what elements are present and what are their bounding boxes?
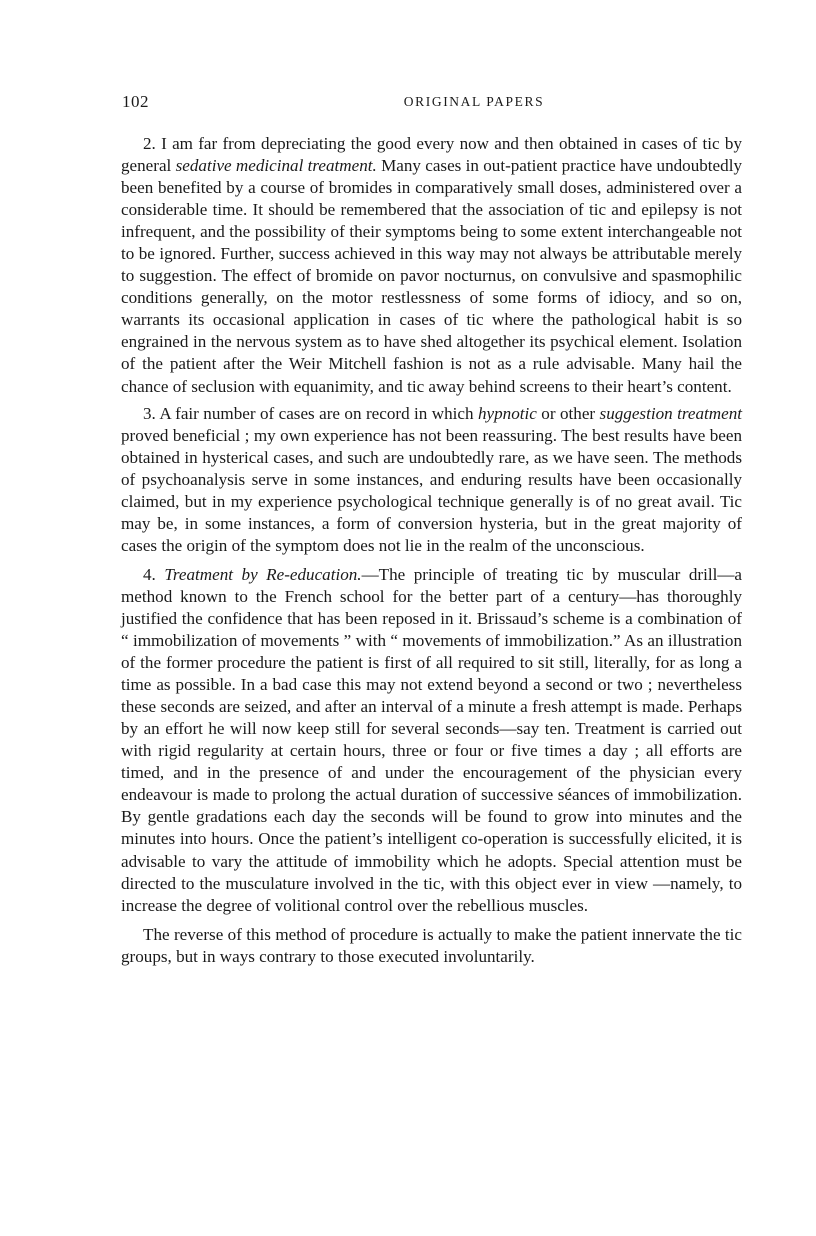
paragraph-reverse-method — [121, 924, 742, 968]
emphasis-hypnotic: hypnotic — [478, 403, 537, 423]
text-run: —The principle of treating tic by muscular drill—a method known to the French school for the better part of a century—has thoroughly justified the confidence that has been reposed in it. Brissaud’s scheme is a combination of “ immobilization of movements ” with “ movements of immobilization.” As an illustration of the former procedure the patient is first of all required to sit still, literally, for as long a time as possible. In a bad case this may not extend beyond a second or two ; nevertheless these seconds are seized, and after an interval of a minute a fresh attempt is made. Perhaps by an effort he will now keep still for several seconds—say ten. Treatment is carried out with rigid regularity at certain hours, three or four or five times a day ; all efforts are timed, and in the presence of and under the encouragement of the physician every endeavour is made to prolong the actual duration of successive séances of immobilization. By gentle gradations each day the seconds will be found to grow into minutes and the minutes into hours. Once the patient’s intelligent co-operation is successfully elicited, it is advisable to vary the attitude of immobility which he adopts. Special attention must be directed to the musculature involved in the tic, with this object ever in view —namely, to increase the degree of volitional control over the rebellious muscles. — [121, 564, 742, 915]
emphasis-suggestion-treatment: suggestion treatment — [599, 403, 742, 423]
text-run: 4. — [143, 564, 165, 584]
text-run: proved beneficial ; my own experience has not been reassuring. The best results have been obtained in hysterical cases, and such are undoubtedly rare, as we have seen. The methods of psychoanalysis serve in some instances, and enduring results have been occasionally claimed, but in my experience psychological technique generally is of no great avail. Tic may be, in some instances, a form of conversion hysteria, but in the great majority of cases the origin of the symptom does not lie in the realm of the unconscious. — [121, 425, 742, 555]
paragraph-suggestion-treatment — [121, 403, 742, 557]
text-run: Many cases in out-patient practice have undoubtedly been benefited by a course of bromides in comparatively small doses, administered over a considerable time. It should be remembered that the association of tic and epilepsy is not infrequent, and the possibility of their symptoms being to some extent interchangeable not to be ignored. Further, success achieved in this way may not always be attributable merely to suggestion. The effect of bromide on pavor nocturnus, on convulsive and spasmophilic conditions generally, on the motor restlessness of some forms of idiocy, and so on, warrants its occasional application in cases of tic where the pathological habit is so engrained in the nervous system as to have shed altogether its psychical element. Isolation of the patient after the Weir Mitchell fashion is not as a rule advisable. Many hail the chance of seclusion with equanimity, and tic away behind screens to their heart’s content. — [121, 156, 742, 396]
text-run: or other — [536, 403, 600, 423]
running-head — [122, 92, 736, 114]
running-title: ORIGINAL PAPERS — [403, 94, 545, 109]
page-number: 102 — [122, 92, 149, 111]
emphasis-treatment-by-re-education: Treatment by Re-education. — [164, 564, 362, 584]
body-text — [121, 133, 742, 968]
text-run: 3. A fair number of cases are on record in which — [143, 403, 478, 423]
text-run: 2. I am far from depreciating the good every now and then obtained in cases of tic by general — [121, 134, 742, 176]
emphasis-sedative-medicinal-treatment: sedative medicinal treatment. — [175, 156, 377, 176]
text-run: The reverse of this method of procedure is actually to make the patient innervate the tic groups, but in ways contrary to those executed involuntarily. — [121, 924, 742, 966]
paragraph-re-education — [121, 564, 742, 917]
paragraph-sedative-treatment — [121, 133, 742, 398]
